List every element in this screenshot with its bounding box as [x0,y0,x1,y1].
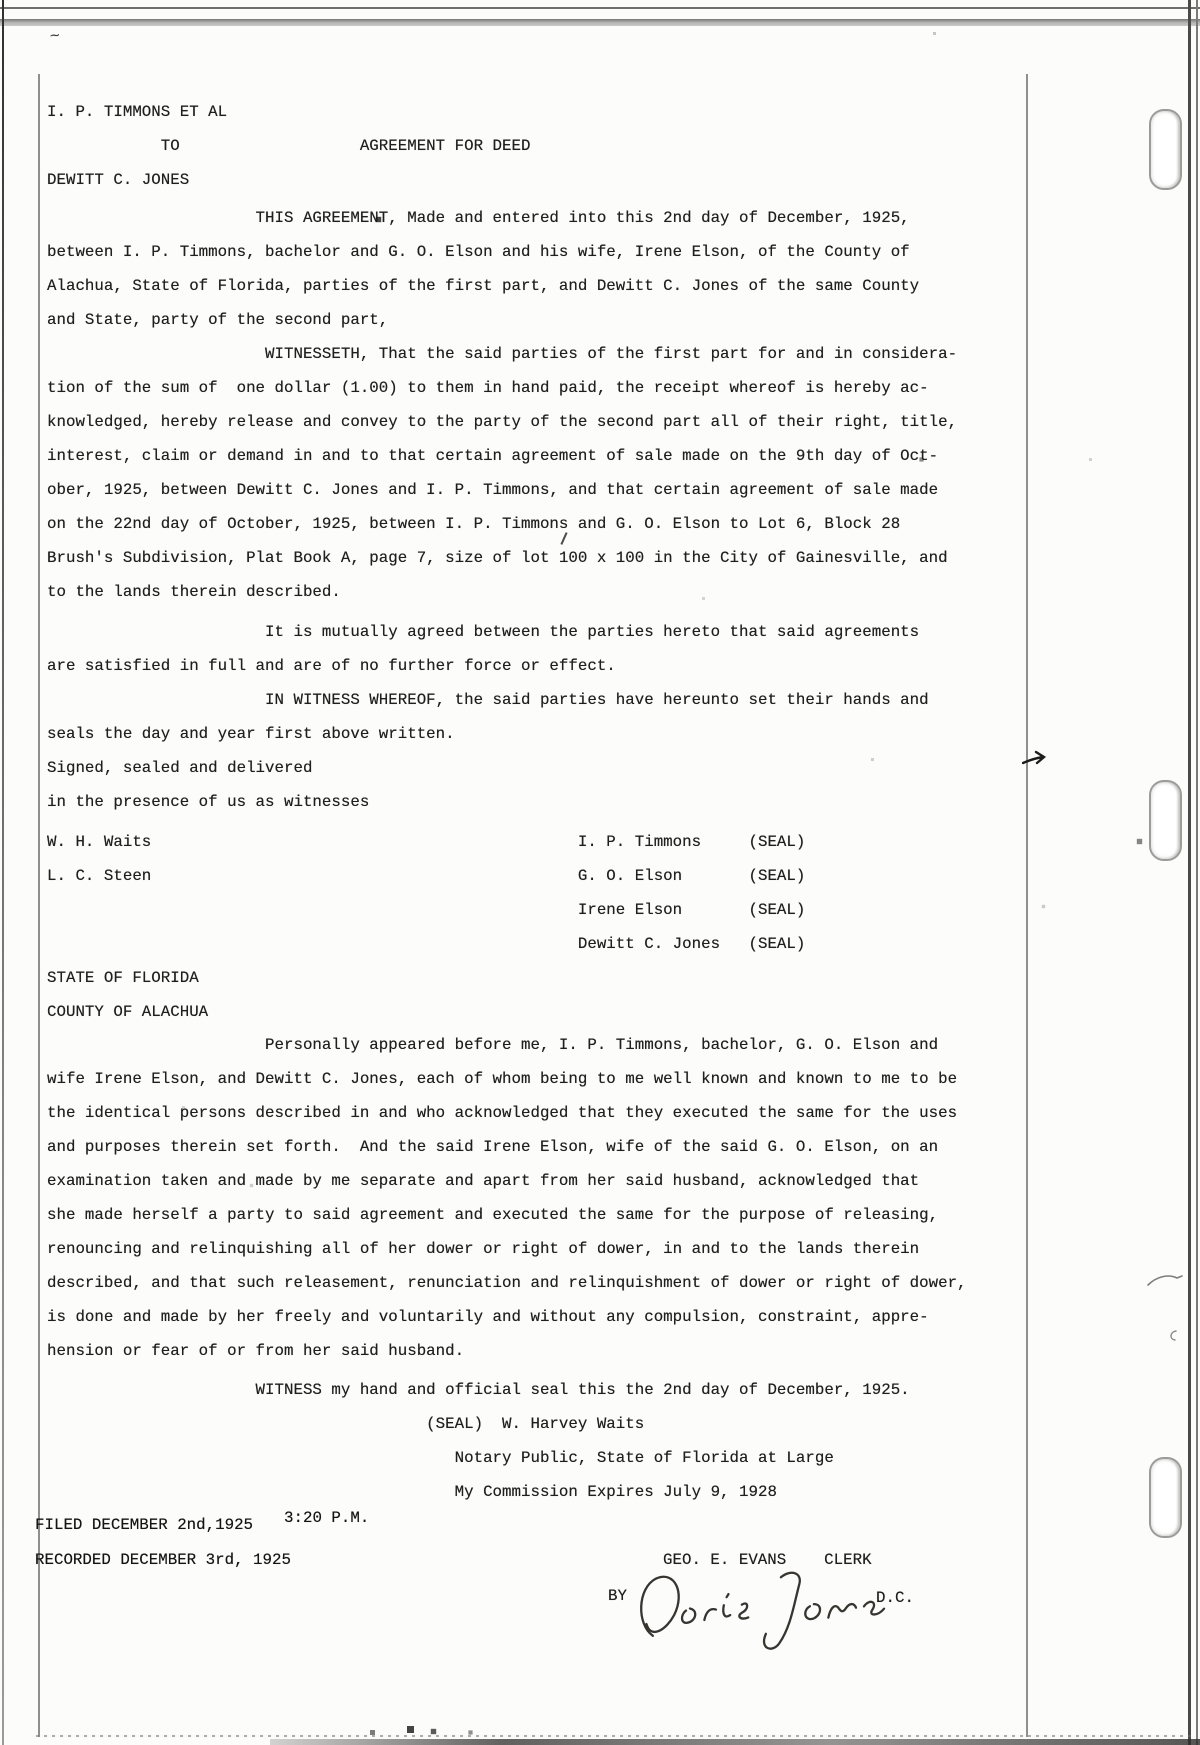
typed-line: on the 22nd day of October, 1925, between I. P. Timmons and G. O. Elson to Lot 6, Block 28 [47,515,901,533]
typed-line: L. C. Steen G. O. Elson (SEAL) [47,867,806,885]
typed-line: between I. P. Timmons, bachelor and G. O. Elson and his wife, Irene Elson, of the County of [47,243,910,261]
notary-block [47,1373,910,1509]
filed-stamp: FILED DECEMBER 2nd,1925 [35,1516,254,1534]
typed-line: WITNESSETH, That the said parties of the first part for and in considera- [47,345,958,363]
typed-line: Signed, sealed and delivered [47,759,313,777]
punch-hole-middle [1149,780,1182,861]
typed-line: and State, party of the second part, [47,311,389,329]
typed-line: examination taken and made by me separate and apart from her said husband, acknowledged that [47,1172,920,1190]
typed-line: the identical persons described in and who acknowledged that they executed the same for the uses [47,1104,958,1122]
typed-line: I. P. TIMMONS ET AL [47,103,228,121]
typed-line: and purposes therein set forth. And the said Irene Elson, wife of the said G. O. Elson, on an [47,1138,939,1156]
scan-top-rule [0,7,1200,9]
typed-line: Personally appeared before me, I. P. Timmons, bachelor, G. O. Elson and [47,1036,939,1054]
by-label: BY [608,1587,627,1605]
typed-line: are satisfied in full and are of no further force or effect. [47,657,616,675]
right-margin-rule [1026,74,1028,1737]
scan-right-edge-inner [1196,0,1198,1745]
scan-left-edge [2,0,4,1745]
typed-line: (SEAL) W. Harvey Waits [47,1415,645,1433]
deputy-clerk-signature [628,1555,893,1662]
scan-top-band [0,19,1200,26]
typed-line: THIS AGREEMENT, Made and entered into this 2nd day of December, 1925, [47,209,910,227]
typed-line: seals the day and year first above written. [47,725,455,743]
punch-hole-top [1149,109,1182,190]
margin-hook-mark [1166,1328,1180,1344]
scan-bottom-speckle [36,1735,1196,1737]
typed-line: IN WITNESS WHEREOF, the said parties have hereunto set their hands and [47,691,929,709]
typed-line: interest, claim or demand in and to that certain agreement of sale made on the 9th day of Oct- [47,447,939,465]
agreement-body-block [47,201,957,609]
typed-line: described, and that such releasement, renunciation and relinquishment of dower or right of dower, [47,1274,967,1292]
typed-line: TO AGREEMENT FOR DEED [47,137,531,155]
typed-line: wife Irene Elson, and Dewitt C. Jones, each of whom being to me well known and known to me to be [47,1070,958,1088]
stray-tilde-mark: ~ [48,27,62,48]
typed-line: ober, 1925, between Dewitt C. Jones and I. P. Timmons, and that certain agreement of sale made [47,481,939,499]
typed-line: Alachua, State of Florida, parties of the first part, and Dewitt C. Jones of the same County [47,277,920,295]
typed-line: knowledged, hereby release and convey to the party of the second part all of their right, title, [47,413,958,431]
typed-line: hension or fear of or from her said husband. [47,1342,465,1360]
typed-line: WITNESS my hand and official seal this the 2nd day of December, 1925. [47,1381,910,1399]
typed-line: in the presence of us as witnesses [47,793,370,811]
typed-line: to the lands therein described. [47,583,341,601]
recorded-stamp: RECORDED DECEMBER 3rd, 1925 [35,1551,291,1569]
typed-line: Notary Public, State of Florida at Large [47,1449,834,1467]
deputy-clerk-label: D.C. [876,1589,914,1607]
typed-line: renouncing and relinquishing all of her dower or right of dower, in and to the lands therein [47,1240,920,1258]
typed-line: STATE OF FLORIDA [47,969,199,987]
scan-specks [0,0,1,1]
typed-line: My Commission Expires July 9, 1928 [47,1483,777,1501]
venue-block [47,961,208,1029]
typed-line: DEWITT C. JONES [47,171,190,189]
margin-pencil-squiggle [1146,1272,1184,1290]
caption-block [47,95,530,197]
signatures-block [47,825,805,961]
typed-line: Brush's Subdivision, Plat Book A, page 7, size of lot 100 x 100 in the City of Gainesville, and [47,549,948,567]
filed-time: 3:20 P.M. [284,1509,370,1527]
typed-line: W. H. Waits I. P. Timmons (SEAL) [47,833,806,851]
left-margin-rule [38,74,40,1737]
typed-line: is done and made by her freely and voluntarily and without any compulsion, constraint, appre- [47,1308,929,1326]
typed-line: Irene Elson (SEAL) [47,901,806,919]
margin-arrow-mark [1022,750,1050,768]
scan-right-edge-outer [1188,0,1191,1745]
typed-line: Dewitt C. Jones (SEAL) [47,935,806,953]
typed-line: It is mutually agreed between the parties hereto that said agreements [47,623,920,641]
clerk-name-line: GEO. E. EVANS CLERK [663,1551,872,1569]
mutual-agreement-block [47,615,929,819]
punch-hole-bottom [1149,1457,1182,1538]
scan-bottom-strip [270,1739,1200,1745]
typed-line: tion of the sum of one dollar (1.00) to them in hand paid, the receipt whereof is hereby ac- [47,379,929,397]
typed-line: she made herself a party to said agreement and executed the same for the purpose of releasing, [47,1206,939,1224]
typed-line: COUNTY OF ALACHUA [47,1003,209,1021]
acknowledgment-block [47,1028,967,1368]
